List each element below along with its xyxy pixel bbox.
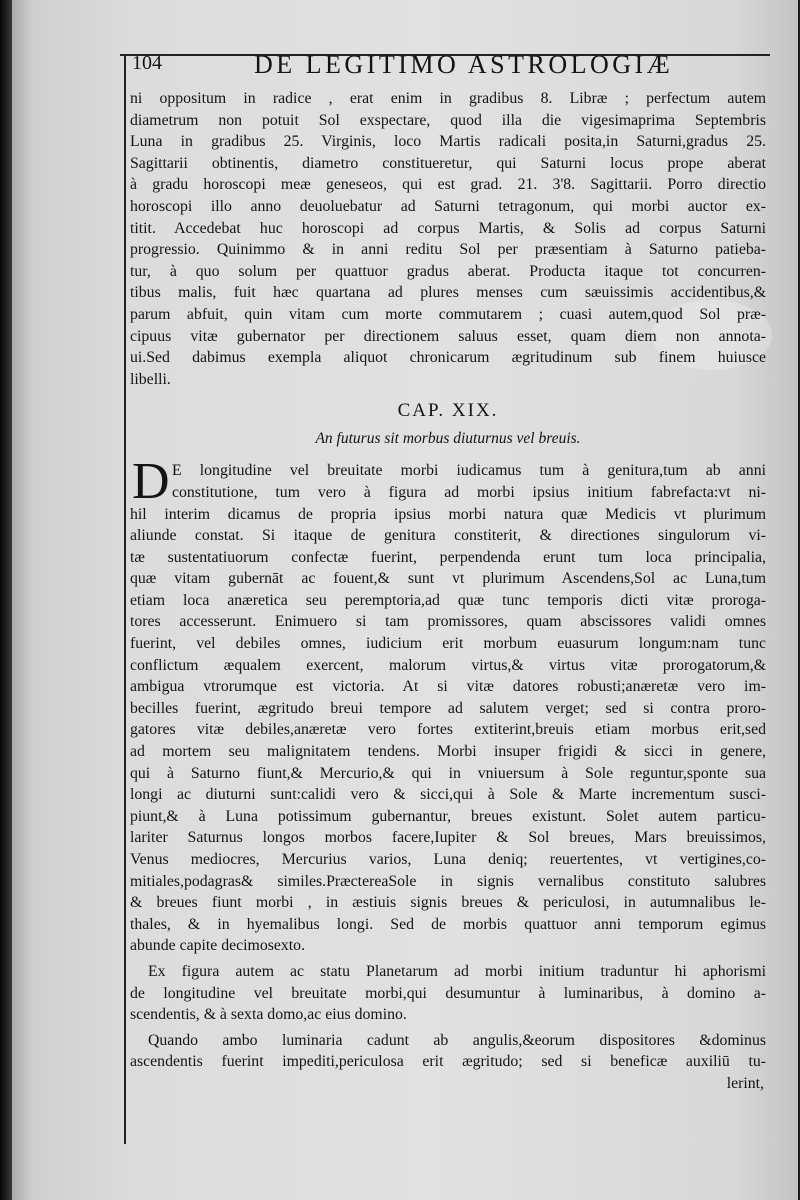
paragraph-3 (130, 1030, 766, 1073)
page-number: 104 (132, 52, 162, 74)
text-line: & breues fiunt morbi , in æstiuis signis breues & periculosi, in autumnalibus le- (130, 894, 766, 912)
text-line: tur, à quo solum per quattuor gradus aberat. Producta itaque tot concurren- (130, 262, 766, 280)
text-line: scendentis, & à sexta domo,ac eius domino. (130, 1006, 407, 1024)
text-line: diametrum non potuit Sol exspectare, quod illa die vigesimaprima Septembris (130, 111, 766, 129)
text-line: Quando ambo luminaria cadunt ab angulis,&eorum dispositores &dominus (148, 1031, 766, 1049)
text-line: à gradu horoscopi meæ geneseos, qui est grad. 21. 3'8. Sagittarii. Porro directio (130, 176, 766, 194)
text-line: qui à Saturno fiunt,& Mercurio,& qui in vniuersum à Sole reguntur,sponte sua (130, 764, 766, 782)
text-line: progressio. Quinimmo & in anni reditu Sol per præsentiam à Saturno patieba- (130, 241, 766, 259)
running-header (130, 50, 770, 80)
text-line: thales, & in hyemalibus longi. Sed de morbis quattuor anni temporum egimus (130, 915, 766, 933)
catchword: lerint, (726, 1074, 764, 1092)
text-line: cipuus vitæ gubernator per directionem saluus esset, quam diem non annota- (130, 327, 766, 345)
text-line: lariter Saturnus longos morbos facere,Iupiter & Sol breues, Mars breuissimos, (130, 829, 766, 847)
text-line: ascendentis fuerint impediti,periculosa erit ægritudo; sed si beneficæ auxiliū tu- (130, 1053, 766, 1071)
text-line: tores accesserunt. Enimuero si tam promissores, quam abscissores validi omnes (130, 613, 766, 631)
text-line: mitiales,podagras& similes.PræctereaSole in signis vernalibus constituto salubres (130, 872, 766, 890)
drop-cap: D (132, 453, 170, 511)
body-text (130, 88, 766, 1095)
text-line: E longitudine vel breuitate morbi iudicamus tum à genitura,tum ab anni (172, 462, 766, 480)
text-line: etiam loca anæretica seu peremptoria,ad quæ tunc temporis dicti vitæ proroga- (130, 591, 766, 609)
chapter-subtitle: An futurus sit morbus diuturnus vel breuis. (315, 430, 581, 448)
text-line: abunde capite decimosexto. (130, 937, 306, 955)
text-line: quæ vitam gubernāt ac fouent,& sunt vt plurimum Ascendens,Sol ac Luna,tum (130, 570, 766, 588)
text-line: ni oppositum in radice , erat enim in gradibus 8. Libræ ; perfectum autem (130, 90, 766, 107)
text-line: longi ac diuturni sunt:calidi vero & sicci,qui à Sole & Marte incrementum susci- (130, 786, 766, 804)
text-line: ad mortem seu malignitatem tendens. Morbi insuper frigidi & sicci in genere, (130, 743, 766, 761)
text-line: tibus malis, fuit hæc quartana ad plures menses cum sæuissimis accidentibus,& (130, 284, 766, 302)
running-title: DE LEGITIMO ASTROLOGIÆ (254, 50, 674, 79)
text-line: ui.Sed dabimus exempla aliquot chronicarum ægritudinum sub finem huiusce (130, 349, 766, 367)
text-line: conflictum æqualem exercent, malorum virtus,& virtus vitæ prorogatorum,& (130, 656, 766, 674)
text-line: Ex figura autem ac statu Planetarum ad morbi initium traduntur hi aphorismi (148, 962, 766, 980)
text-line: fuerint, vel debiles omnes, iudicium erit morbum euasurum longum:nam tunc (130, 635, 766, 653)
paragraph-1-body (130, 504, 766, 957)
paragraph-2 (130, 961, 766, 1026)
text-line: tæ sustentatiuorum confectæ fuerint, perpendenda erunt tum loca principalia, (130, 548, 766, 566)
text-line: piunt,& à Luna potissimum gubernantur, breues existunt. Solet autem particu- (130, 807, 766, 825)
text-line: de longitudine vel breuitate morbi,qui desumuntur à luminaribus, à domino a- (130, 984, 766, 1002)
text-line: constitutione, tum vero à figura ad morbi ipsius initium fabrefacta:vt ni- (172, 483, 766, 501)
text-line: becilles fuerint, ægritudo breui tempore ad salutem verget; sed si contra proro- (130, 699, 766, 717)
book-spine-shadow (0, 0, 12, 1200)
chapter-heading: CAP. XIX. (397, 400, 499, 422)
text-line: Luna in gradibus 25. Virginis, loco Martis radicali posita,in Saturni,gradus 25. (130, 133, 766, 151)
text-line: horoscopi illo anno deuoluebatur ad Saturni tetragonum, qui morbi auctor ex- (130, 197, 766, 215)
text-line: Sagittarii obtinentis, diametro constitueretur, qui Saturni locus prope aberat (130, 154, 766, 172)
paragraph-1-opening (130, 453, 766, 511)
text-line: titit. Accedebat huc horoscopi ad corpus Martis, & Solis ad corpus Saturni (130, 219, 766, 237)
text-line: parum abfuit, quin vitam cum morte commutarem ; cuasi autem,quod Sol præ- (130, 305, 766, 323)
continued-paragraph (130, 88, 766, 390)
text-line: ambigua vtrorumque est victoria. At si vitæ datores robusti;anæretæ vero im- (130, 678, 766, 696)
text-line: Venus mediocres, Mercurius varios, Luna deniq; reuertentes, vt vertigines,co- (130, 851, 766, 868)
margin-rule (124, 54, 126, 1144)
text-line: aliunde constat. Si itaque de genitura constiterit, & directiones singulorum vi- (130, 527, 766, 545)
text-line: libelli. (130, 370, 171, 388)
paragraph-1 (130, 453, 766, 957)
text-line: hil interim dicamus de propria ipsius morbi natura quæ Medicis vt plurimum (130, 505, 766, 523)
text-line: gatores vitæ debiles,anæretæ vero fortes extiterint,breuis etiam morbus erit,sed (130, 721, 766, 739)
